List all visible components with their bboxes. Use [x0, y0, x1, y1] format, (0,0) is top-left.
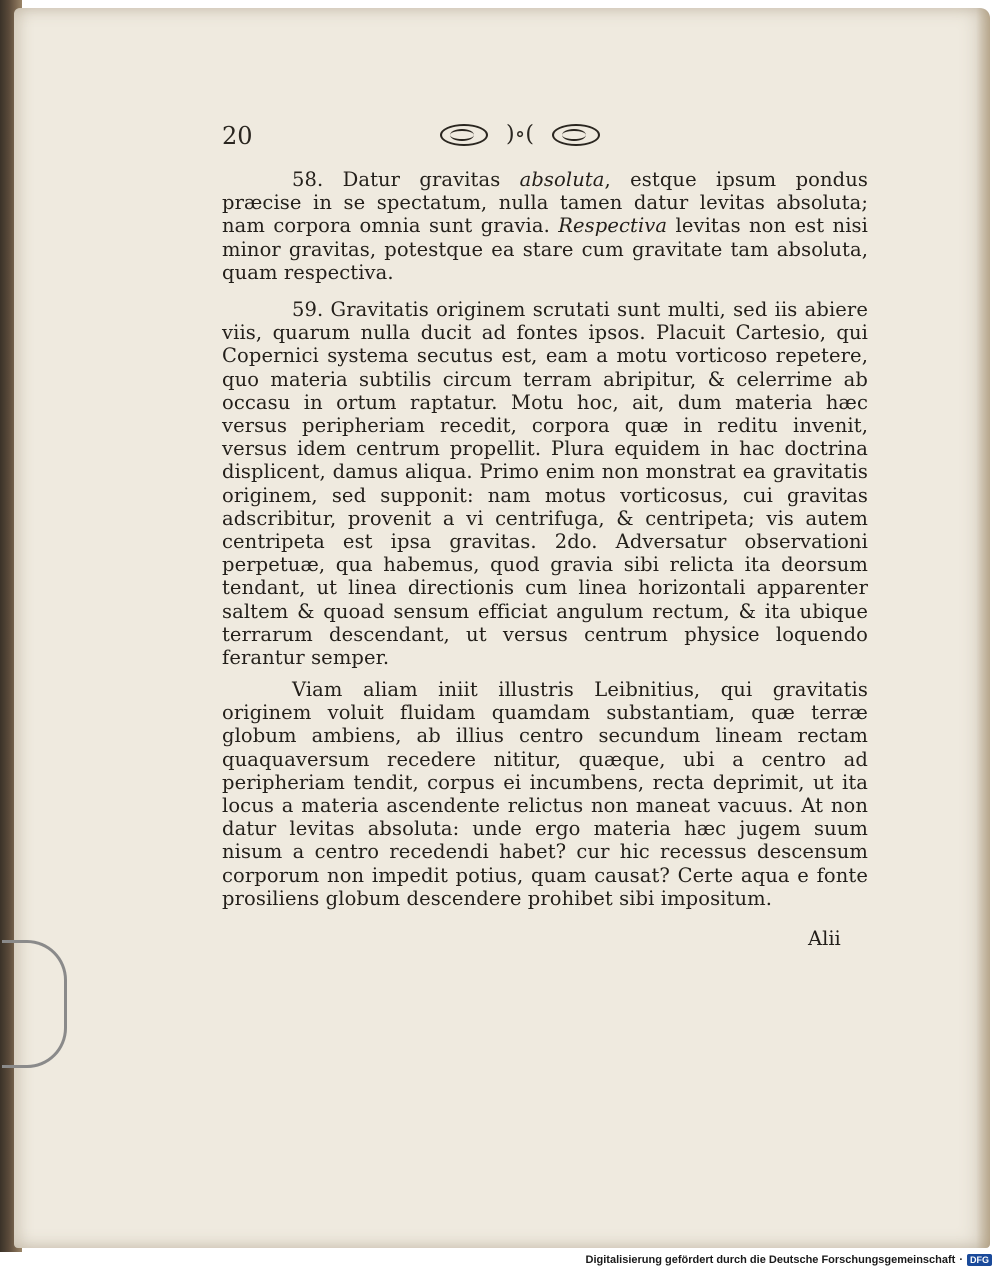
paragraph-58-emphasis-absoluta: absoluta [519, 168, 605, 191]
flourish-left-icon [440, 124, 488, 146]
page-edge-shadow [976, 8, 990, 1248]
paragraph-58-part-3: levitas non est nisi minor gravitas, potestque ea stare cum gravitate tam absoluta, quam respectiva. [222, 214, 868, 284]
paragraph-58-emphasis-respectiva: Respectiva [558, 214, 668, 238]
page-header [222, 122, 846, 152]
ornament-center: )∘( [506, 122, 534, 147]
page-number: 20 [222, 122, 253, 150]
dfg-logo-icon: DFG [967, 1254, 992, 1266]
paragraph-leibnitz [222, 678, 868, 910]
footer-text: Digitalisierung gefördert durch die Deutsche Forschungsgemeinschaft [585, 1254, 956, 1266]
paragraph-58 [222, 168, 868, 284]
paper-clip-icon [2, 940, 67, 1068]
flourish-right-icon [552, 124, 600, 146]
paragraph-59-text: 59. Gravitatis originem scrutati sunt multi, sed iis abiere viis, quarum nulla ducit ad fontes ipsos. Placuit Cartesio, qui Copernici systema secutus est, eam a motu vorticoso repetere, quo materia subtilis circum terram abripitur, & celerrime ab occasu in ortum raptatur. Motu hoc, ait, dum materia hæc versus peripheriam recedit, corpora quæ in reditu invenit, versus idem centrum propellit. Plura equidem in hac doctrina displicent, damus aliqua. Primo enim non monstrat ea gravitatis originem, sed supponit: nam motus vorticosus, cui gravitas adscribitur, provenit a vi centrifuga, & centripeta; vis autem centripeta est ipsa gravitas. 2do. Adversatur observationi perpetuæ, qua habemus, quod gravia sibi relicta ita deorsum tendant, ut linea directionis cum linea horizontali apparenter saltem & quoad sensum efficiat angulum rectum, & ita ubique terrarum descendant, ut versus centrum physice loquendo ferantur semper. [222, 298, 868, 670]
header-ornament [440, 122, 600, 147]
catchword: Alii [808, 927, 841, 950]
digitization-footer [586, 1254, 992, 1266]
paragraph-59 [222, 298, 868, 669]
paragraph-leibnitz-text: Viam aliam iniit illustris Leibnitius, qui gravitatis originem voluit fluidam quamdam substantiam, quæ terræ globum ambiens, ab illius centro secundum lineam rectam quaquaversum recedere nititur, quæque, ubi a centro ad peripheriam tendit, corpus ei incumbens, recta deprimit, ut ita locus a materia ascendente relictus non maneat vacuus. At non datur levitas absoluta: unde ergo materia hæc jugem suum nisum a centro recedendi habet? cur hic recessus descensum corporum non impedit potius, quam causat? Certe aqua e fonte prosiliens globum descendere prohibet sibi impositum. [222, 678, 868, 910]
paragraph-58-part-1: 58. Datur gravitas [292, 168, 520, 191]
paragraph-58-part-2: , estque ipsum pondus præcise in se spectatum, nulla tamen datur levitas absoluta; nam corpora omnia sunt gravia. [222, 168, 868, 238]
footer-separator: · [959, 1254, 963, 1266]
